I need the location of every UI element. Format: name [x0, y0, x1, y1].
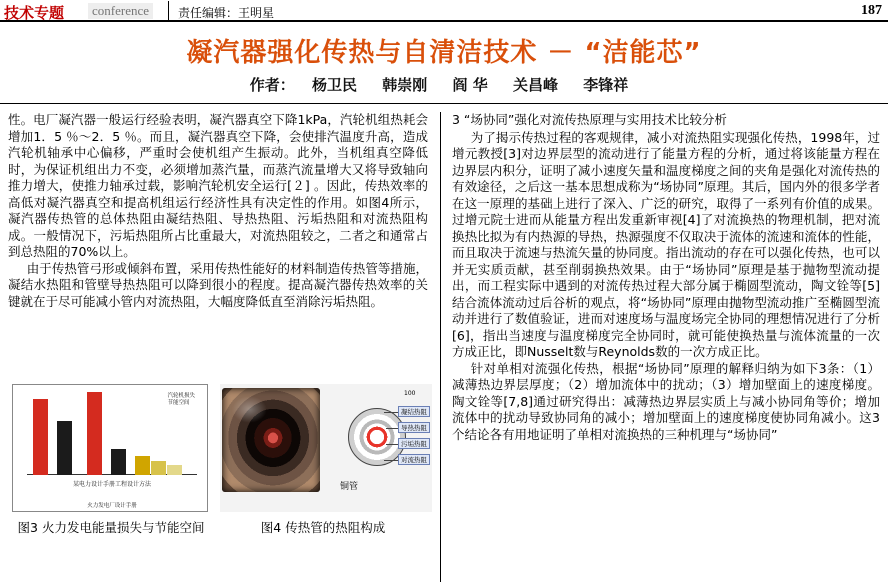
paragraph: 针对单相对流强化传热，根据“场协同”原理的解释归纳为如下3条：（1）减薄热边界层厚度；（2）增加流体中的扰动；（3）增加壁面上的速度梯度。陶文铨等[7,8]通过研究得出：减薄热边界层实质上与减小协同角等价；增加流体中的扰动导致协同角的减小；增加壁面上的速度梯度使协同角减小。这3个结论各有用地证明了单相对流换热的三种机理与“场协同”	[452, 360, 880, 442]
authors-row	[0, 74, 888, 95]
header-editor: 责任编辑：王明星	[178, 6, 275, 20]
author-name: 韩崇刚	[382, 76, 428, 94]
pipe-cross-section-photo	[222, 388, 320, 492]
author-name: 李锋祥	[583, 76, 629, 94]
label-condensation-resistance: 凝结热阻	[398, 406, 430, 417]
author-name: 阎 华	[452, 76, 488, 94]
paragraph: 由于传热管弓形或倾斜布置，采用传热性能好的材料制造传热管等措施，凝结水热阻和管壁导热热阻可以降到很小的程度。提高凝汽器传热效率的关键就在于尽可能减小管内对流热阻，大幅度降低直至消除污垢热阻。	[8, 260, 428, 309]
scale-label: 100	[404, 390, 416, 397]
paragraph: 性。电厂凝汽器一般运行经验表明，凝汽器真空下降1kPa，汽轮机组热耗会增加1．5 ％～2．5 ％。而且，凝汽器真空下降，会使排汽温度升高，造成汽轮机轴承中心偏移，严重时会使机组产生振动。此外，当机组真空降低时，为保证机组出力不变，必须增加蒸汽量，而蒸汽流量增大又将导致轴向推力增大，使推力轴承过载，影响汽轮机安全运行[２] 。因此，传热效率的高低对凝汽器真空和提高机组运行经济性具有决定性的作用。如图4所示，凝汽器传热管的总体热阻由凝结热阻、导热热阻、污垢热阻和对流热阻构成。一般情况下，污垢热阻所占比重最大，对流热阻较之，二者之和通常占到总热阻的70%以上。	[8, 112, 428, 259]
authors-label: 作者：	[249, 76, 295, 94]
chart-bar	[135, 456, 150, 475]
chart-bar	[57, 421, 72, 475]
header-conference-tag: conference	[88, 3, 153, 19]
legend-entry: 汽轮机损失	[167, 393, 195, 399]
left-column	[8, 112, 428, 310]
page-header	[0, 0, 888, 22]
chart-bar	[111, 449, 126, 475]
photo-highlight	[232, 396, 267, 423]
legend-entry: 节能空间	[167, 400, 190, 406]
header-divider	[168, 1, 169, 21]
title-block	[0, 24, 888, 104]
chart-legend	[167, 393, 195, 407]
chart-x-label: 某电力设计手册工程设计方法	[72, 481, 151, 488]
author-name: 杨卫民	[312, 76, 358, 94]
page-title: 凝汽器强化传热与自清洁技术 － “洁能芯”	[186, 38, 702, 68]
thermal-resistance-schematic	[326, 390, 430, 494]
figure-4-image	[220, 384, 432, 512]
chart-bar	[33, 399, 48, 475]
page-number: 187	[861, 3, 882, 18]
figure-3-image	[12, 384, 208, 512]
label-copper-pipe: 铜管	[340, 482, 359, 492]
chart-bar	[151, 461, 166, 475]
paragraph: 为了揭示传热过程的客观规律，减小对流热阻实现强化传热，1998年，过增元教授[3]对边界层型的流动进行了能量方程的分析，通过将该能量方程在边界层内积分，证明了减小速度矢量和温度梯度之间的夹角是强化对流传热的有效途径，之后这一基本思想成称为“场协同”原理。其后，国内外的很多学者在这一原理的基础上进行了深入、广泛的研究，取得了一系列有价值的成果。过增元院士进而从能量方程出发重新审视[4]了对流换热的物理机制，把对流换热比拟为有内热源的导热，热源强度不仅取决于流体的流速和流体的性能，而且取决于流速与热流矢量的协同度。指出流动的存在可以强化传热，也可以并无实质贡献，甚至削弱换热效果。由于“场协同”原理是基于抛物型流动提出，而工程实际中遇到的对流传热过程大部分属于椭圆型流动，陶文铨等[5]结合流体流动过后谷析的观点，将“场协同”原理由抛物型流动推广至椭圆型流动并进行了数值验证，进而对速度场与温度场完全协同的理想情况进行了分析[6]，指出当速度与温度梯度完全协同时，就可能使换热量与流体流量的一次方成正比，即Nusselt数与Reynolds数的一次方成正比。	[452, 129, 880, 359]
chart-title: 火力发电厂设计手册	[87, 503, 137, 509]
right-column	[452, 112, 880, 443]
figure-3-caption: 图3 火力发电能量损失与节能空间	[17, 520, 205, 535]
figure-area	[8, 384, 432, 574]
label-convection-resistance: 对流热阻	[398, 454, 430, 465]
chart-bar	[167, 465, 182, 475]
column-divider	[440, 112, 441, 582]
chart-bar	[87, 392, 102, 475]
label-fouling-resistance: 污垢热阻	[398, 438, 430, 449]
label-conduction-resistance: 导热热阻	[398, 422, 430, 433]
figure-4-caption: 图4 传热管的热阻构成	[260, 520, 386, 535]
header-brand: 技术专题	[4, 4, 65, 22]
author-name: 关昌峰	[512, 76, 558, 94]
section-heading: 3 “场协同”强化对流传热原理与实用技术比较分析	[452, 112, 727, 127]
figure-3-chart	[27, 393, 197, 489]
